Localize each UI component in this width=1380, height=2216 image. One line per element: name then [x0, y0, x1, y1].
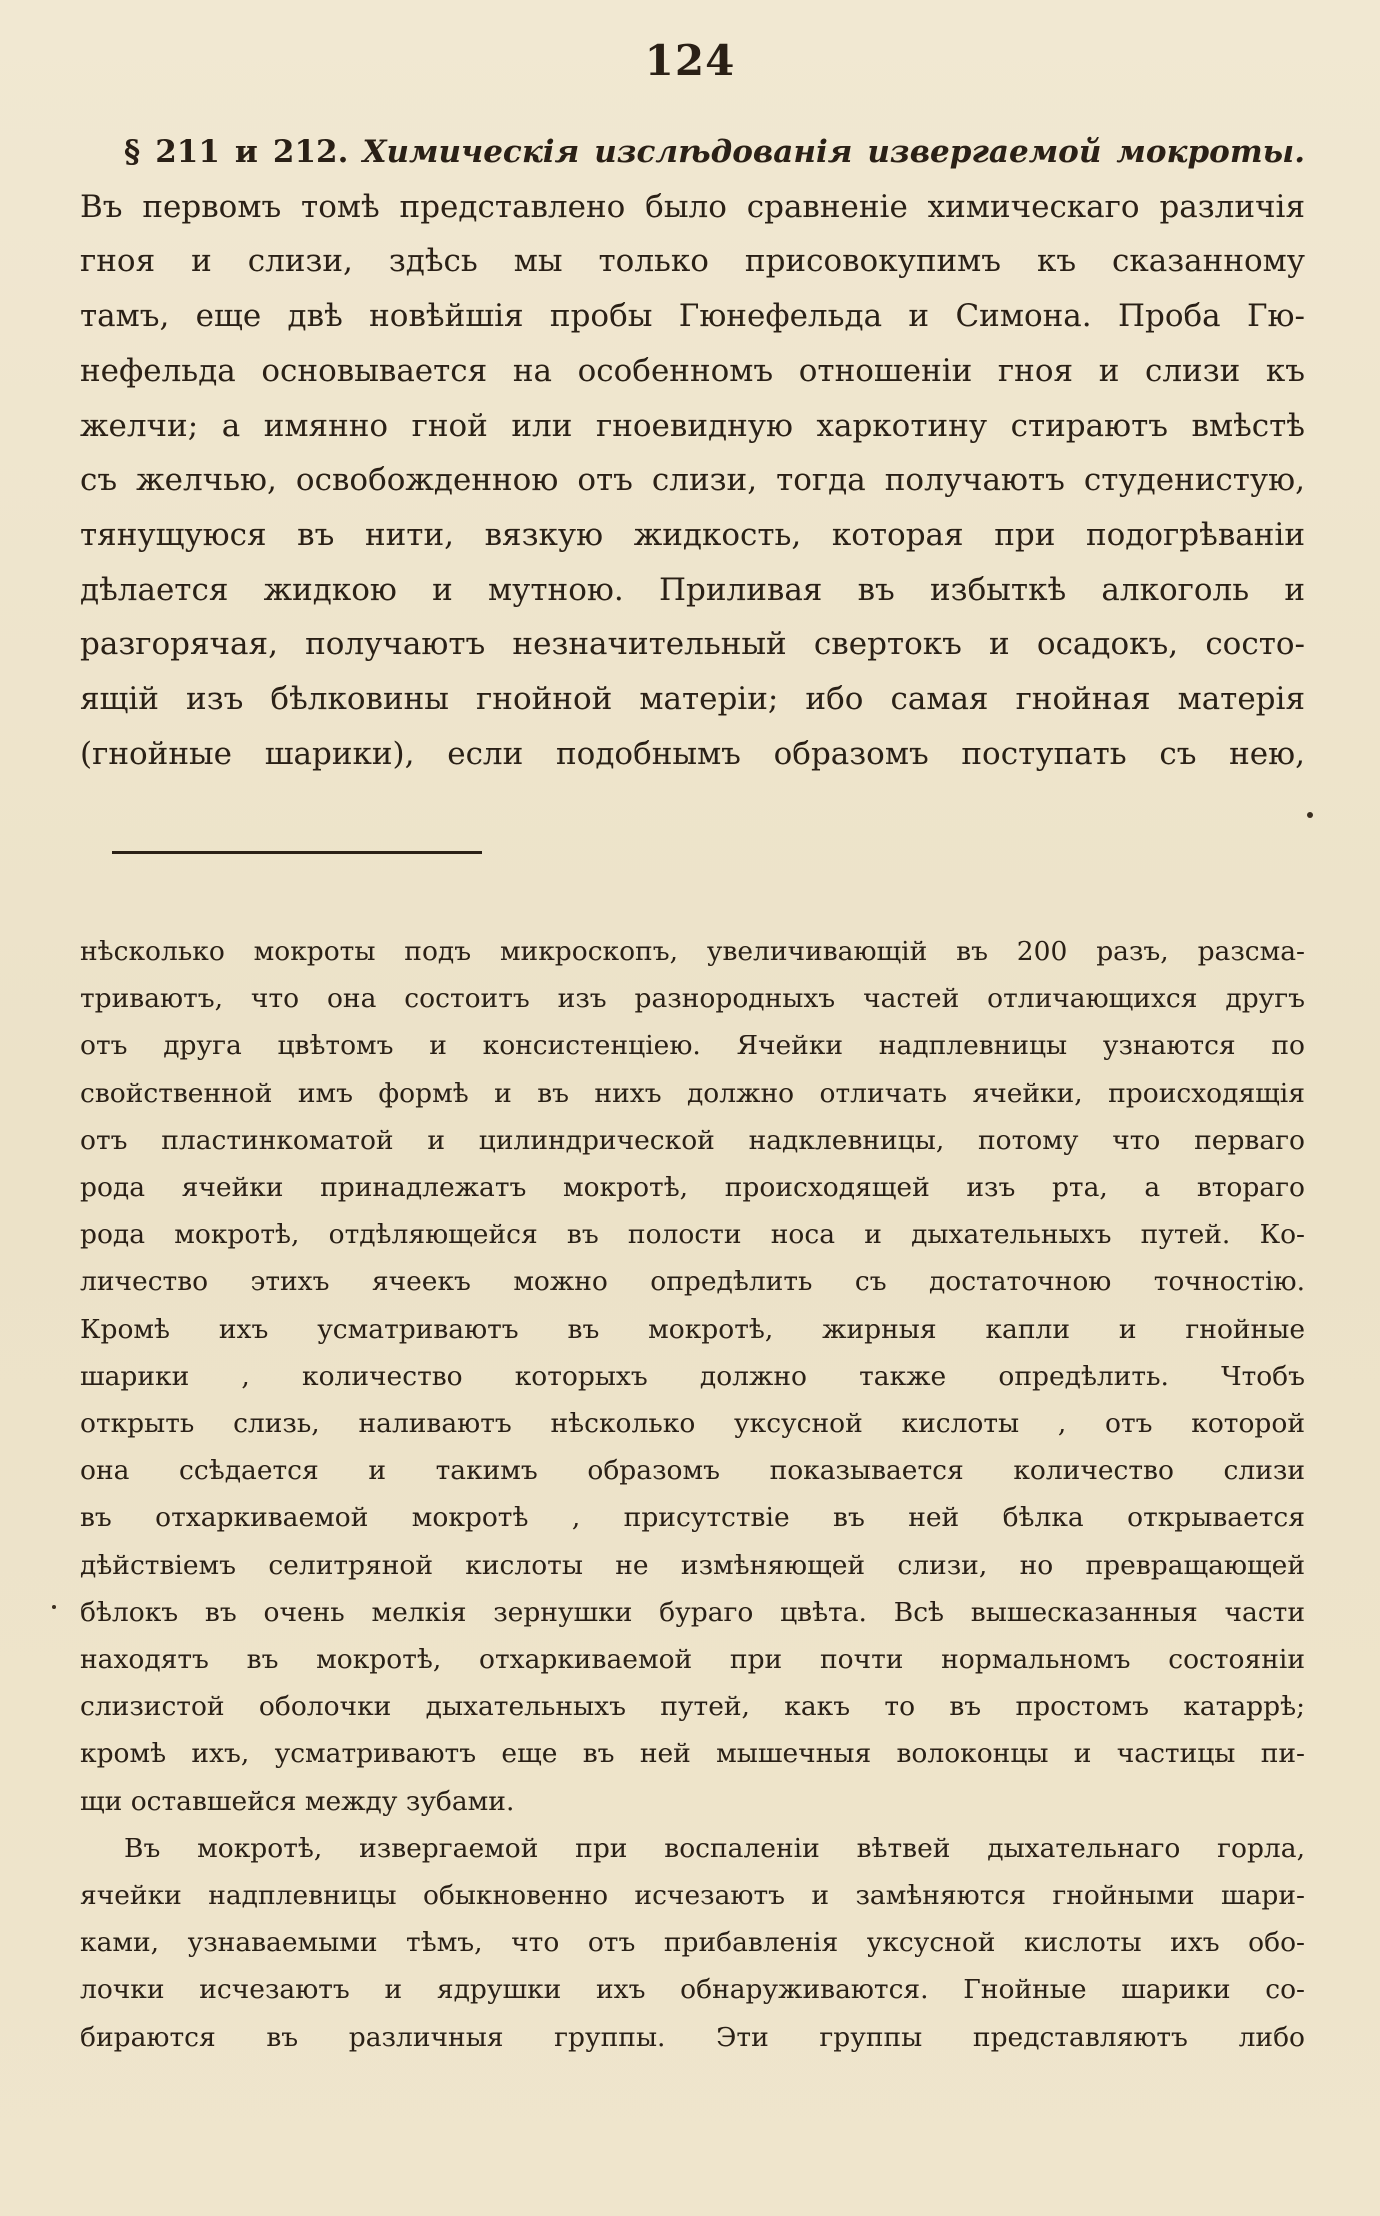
- speck: [1307, 812, 1313, 818]
- text-line: съ желчью, освобожденною отъ слизи, тогда получаютъ студенистую,: [80, 462, 1305, 499]
- text-line: ящій изъ бѣлковины гнойной матеріи; ибо самая гнойная матерія: [80, 681, 1305, 718]
- text-line: дѣйствіемъ селитряной кислоты не измѣняющей слизи, но превращающей: [80, 1549, 1305, 1581]
- text-line: лочки исчезаютъ и ядрушки ихъ обнаруживаются. Гнойные шарики со-: [80, 1974, 1305, 2006]
- text-line: нѣсколько мокроты подъ микроскопъ, увеличивающій въ 200 разъ, разсма-: [80, 936, 1305, 967]
- text-line: бираются въ различныя группы. Эти группы представляютъ либо: [80, 2021, 1305, 2053]
- text-line: Въ первомъ томѣ представлено было сравненіе химическаго различія: [80, 188, 1305, 225]
- text-line: нефельда основывается на особенномъ отношеніи гноя и слизи къ: [80, 352, 1305, 389]
- text-line: Кромѣ ихъ усматриваютъ въ мокротѣ, жирныя капли и гнойные: [80, 1313, 1305, 1345]
- text-line: (гнойные шарики), если подобнымъ образомъ поступать съ нею,: [80, 735, 1305, 772]
- text-line: дѣлается жидкою и мутною. Приливая въ избыткѣ алкоголь и: [80, 571, 1305, 608]
- page-number: 124: [644, 36, 736, 85]
- text-line: находятъ въ мокротѣ, отхаркиваемой при почти нормальномъ состояніи: [80, 1644, 1305, 1676]
- text-line: въ отхаркиваемой мокротѣ , присутствіе въ ней бѣлка открывается: [80, 1502, 1305, 1534]
- main-text: [80, 125, 1305, 781]
- text-line: ячейки надплевницы обыкновенно исчезаютъ и замѣняются гнойными шари-: [80, 1880, 1305, 1912]
- text-line: свойственной имъ формѣ и въ нихъ должно отличать ячейки, происходящія: [80, 1077, 1305, 1109]
- text-line: личество этихъ ячеекъ можно опредѣлить съ достаточною точностію.: [80, 1266, 1305, 1298]
- text-line: триваютъ, что она состоитъ изъ разнородныхъ частей отличающихся другъ: [80, 983, 1305, 1015]
- text-line: рода ячейки принадлежатъ мокротѣ, происходящей изъ рта, а втораго: [80, 1172, 1305, 1204]
- text-line: отъ друга цвѣтомъ и консистенціею. Ячейки надплевницы узнаются по: [80, 1030, 1305, 1062]
- text-line: кромѣ ихъ, усматриваютъ еще въ ней мышечныя волоконцы и частицы пи-: [80, 1738, 1305, 1770]
- text-line: шарики , количество которыхъ должно также опредѣлить. Чтобъ: [80, 1360, 1305, 1392]
- text-line: щи оставшейся между зубами.: [80, 1785, 515, 1817]
- text-line: открыть слизь, наливаютъ нѣсколько уксусной кислоты , отъ которой: [80, 1408, 1305, 1440]
- text-line: она ссѣдается и такимъ образомъ показывается количество слизи: [80, 1455, 1305, 1487]
- section-heading-line: [80, 125, 1305, 180]
- text-line: отъ пластинкоматой и цилиндрической надклевницы, потому что перваго: [80, 1124, 1305, 1156]
- paragraph-start: Въ мокротѣ, извергаемой при воспаленіи вѣтвей дыхательнаго горла,: [124, 1832, 1305, 1864]
- continued-text: [80, 928, 1305, 2061]
- text-line: тянущуюся въ нити, вязкую жидкость, которая при подогрѣваніи: [80, 516, 1305, 553]
- text-line: ками, узнаваемыми тѣмъ, что отъ прибавленія уксусной кислоты ихъ обо-: [80, 1927, 1305, 1959]
- section-heading: Химическія изслѣдованія извергаемой мокроты.: [362, 134, 1305, 170]
- text-line: бѣлокъ въ очень мелкія зернушки бураго цвѣта. Всѣ вышесказанныя части: [80, 1596, 1305, 1628]
- text-line: желчи; а имянно гной или гноевидную харкотину стираютъ вмѣстѣ: [80, 407, 1305, 444]
- text-line: гноя и слизи, здѣсь мы только присовокупимъ къ сказанному: [80, 243, 1305, 280]
- section-number: § 211 и 212.: [124, 134, 349, 170]
- footnote-divider: [112, 851, 482, 854]
- text-line: слизистой оболочки дыхательныхъ путей, какъ то въ простомъ катаррѣ;: [80, 1691, 1305, 1723]
- text-line: тамъ, еще двѣ новѣйшія пробы Гюнефельда и Симона. Проба Гю-: [80, 298, 1305, 335]
- speck: [52, 1605, 56, 1609]
- text-line: разгорячая, получаютъ незначительный свертокъ и осадокъ, состо-: [80, 626, 1305, 663]
- text-line: рода мокротѣ, отдѣляющейся въ полости носа и дыхательныхъ путей. Ко-: [80, 1219, 1305, 1251]
